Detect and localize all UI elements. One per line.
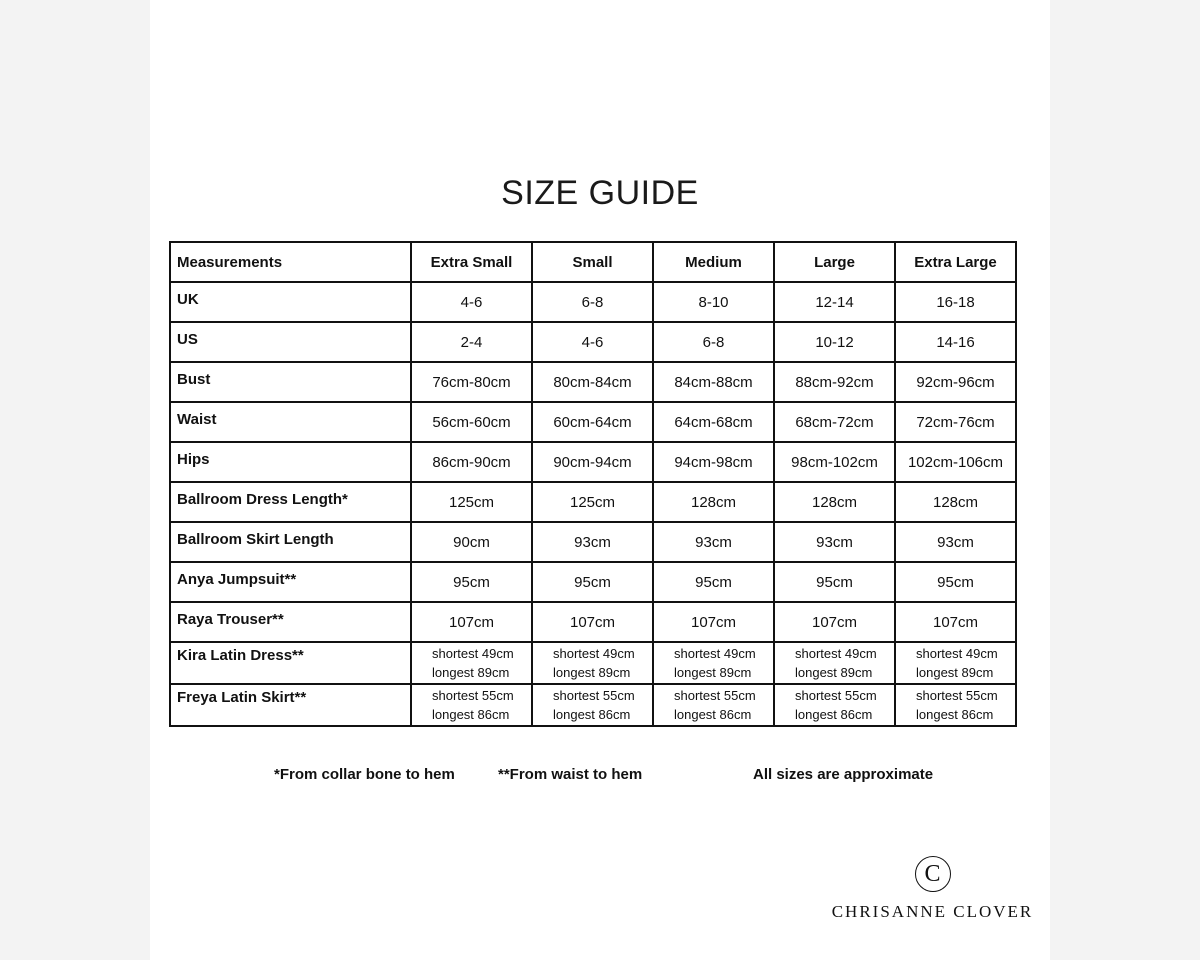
table-header-row [170, 242, 1016, 282]
table-cell: 4-6 [411, 282, 532, 322]
table-row [170, 562, 1016, 602]
row-label: UK [170, 282, 411, 322]
header-measurements: Measurements [170, 242, 411, 282]
table-cell [895, 642, 1016, 684]
table-cell: 93cm [774, 522, 895, 562]
header-size: Extra Small [411, 242, 532, 282]
table-cell: 95cm [895, 562, 1016, 602]
longest-value: longest 86cm [432, 707, 510, 722]
table-cell: 10-12 [774, 322, 895, 362]
table-cell: 84cm-88cm [653, 362, 774, 402]
longest-value: longest 86cm [674, 707, 752, 722]
table-cell [532, 642, 653, 684]
table-cell: 94cm-98cm [653, 442, 774, 482]
table-row [170, 322, 1016, 362]
shortest-value: shortest 55cm [432, 688, 514, 703]
table-cell: 102cm-106cm [895, 442, 1016, 482]
table-cell: 107cm [653, 602, 774, 642]
table-cell: 128cm [895, 482, 1016, 522]
table-cell: 86cm-90cm [411, 442, 532, 482]
longest-value: longest 89cm [916, 665, 994, 680]
row-label: Waist [170, 402, 411, 442]
table-cell [532, 684, 653, 726]
table-row [170, 684, 1016, 726]
row-label: Anya Jumpsuit** [170, 562, 411, 602]
table-row [170, 442, 1016, 482]
shortest-value: shortest 49cm [795, 646, 877, 661]
shortest-value: shortest 55cm [553, 688, 635, 703]
shortest-value: shortest 49cm [553, 646, 635, 661]
footnote-collar: *From collar bone to hem [274, 766, 455, 783]
table-cell: 6-8 [532, 282, 653, 322]
table-cell: 95cm [653, 562, 774, 602]
table-cell: 90cm-94cm [532, 442, 653, 482]
table-cell: 107cm [411, 602, 532, 642]
table-cell: 93cm [532, 522, 653, 562]
header-size: Extra Large [895, 242, 1016, 282]
table-cell: 128cm [774, 482, 895, 522]
table-cell: 92cm-96cm [895, 362, 1016, 402]
table-cell: 93cm [895, 522, 1016, 562]
table-cell [411, 684, 532, 726]
table-cell [774, 684, 895, 726]
table-cell: 107cm [774, 602, 895, 642]
table-cell: 80cm-84cm [532, 362, 653, 402]
row-label: Ballroom Dress Length* [170, 482, 411, 522]
row-label: Hips [170, 442, 411, 482]
table-row [170, 602, 1016, 642]
table-cell: 95cm [532, 562, 653, 602]
table-cell: 68cm-72cm [774, 402, 895, 442]
page-title: SIZE GUIDE [501, 174, 699, 212]
table-row [170, 642, 1016, 684]
header-size: Large [774, 242, 895, 282]
footnote-approximate: All sizes are approximate [753, 766, 934, 783]
shortest-value: shortest 55cm [674, 688, 756, 703]
table-cell [411, 642, 532, 684]
table-cell: 128cm [653, 482, 774, 522]
row-label: Freya Latin Skirt** [170, 684, 411, 726]
shortest-value: shortest 49cm [674, 646, 756, 661]
table-cell: 6-8 [653, 322, 774, 362]
header-size: Medium [653, 242, 774, 282]
shortest-value: shortest 55cm [795, 688, 877, 703]
longest-value: longest 89cm [795, 665, 873, 680]
shortest-value: shortest 49cm [916, 646, 998, 661]
table-row [170, 402, 1016, 442]
table-row [170, 362, 1016, 402]
longest-value: longest 89cm [674, 665, 752, 680]
table-row [170, 482, 1016, 522]
shortest-value: shortest 49cm [432, 646, 514, 661]
table-cell: 60cm-64cm [532, 402, 653, 442]
table-cell: 90cm [411, 522, 532, 562]
table-cell [653, 642, 774, 684]
longest-value: longest 89cm [432, 665, 510, 680]
table-cell [895, 684, 1016, 726]
brand-name: CHRISANNE CLOVER [831, 902, 1034, 921]
size-guide-page [150, 0, 1050, 960]
table-cell: 125cm [532, 482, 653, 522]
table-cell: 95cm [774, 562, 895, 602]
table-cell: 88cm-92cm [774, 362, 895, 402]
table-cell: 64cm-68cm [653, 402, 774, 442]
row-label: Bust [170, 362, 411, 402]
table-cell: 72cm-76cm [895, 402, 1016, 442]
row-label: US [170, 322, 411, 362]
row-label: Ballroom Skirt Length [170, 522, 411, 562]
shortest-value: shortest 55cm [916, 688, 998, 703]
table-cell: 2-4 [411, 322, 532, 362]
table-cell: 76cm-80cm [411, 362, 532, 402]
longest-value: longest 86cm [916, 707, 994, 722]
table-cell: 125cm [411, 482, 532, 522]
size-table [169, 241, 1017, 727]
table-cell: 95cm [411, 562, 532, 602]
table-cell: 8-10 [653, 282, 774, 322]
table-cell: 12-14 [774, 282, 895, 322]
row-label: Kira Latin Dress** [170, 642, 411, 684]
longest-value: longest 89cm [553, 665, 631, 680]
brand-logo [830, 856, 1035, 922]
table-cell: 4-6 [532, 322, 653, 362]
table-cell: 107cm [532, 602, 653, 642]
row-label: Raya Trouser** [170, 602, 411, 642]
monogram-icon: C [915, 856, 951, 892]
table-cell: 16-18 [895, 282, 1016, 322]
longest-value: longest 86cm [553, 707, 631, 722]
table-cell: 14-16 [895, 322, 1016, 362]
header-size: Small [532, 242, 653, 282]
table-cell: 98cm-102cm [774, 442, 895, 482]
table-cell [653, 684, 774, 726]
footnote-waist: **From waist to hem [498, 766, 643, 783]
table-cell: 56cm-60cm [411, 402, 532, 442]
footnotes [150, 766, 1050, 788]
table-row [170, 522, 1016, 562]
table-cell: 107cm [895, 602, 1016, 642]
table-row [170, 282, 1016, 322]
longest-value: longest 86cm [795, 707, 873, 722]
table-cell [774, 642, 895, 684]
table-cell: 93cm [653, 522, 774, 562]
